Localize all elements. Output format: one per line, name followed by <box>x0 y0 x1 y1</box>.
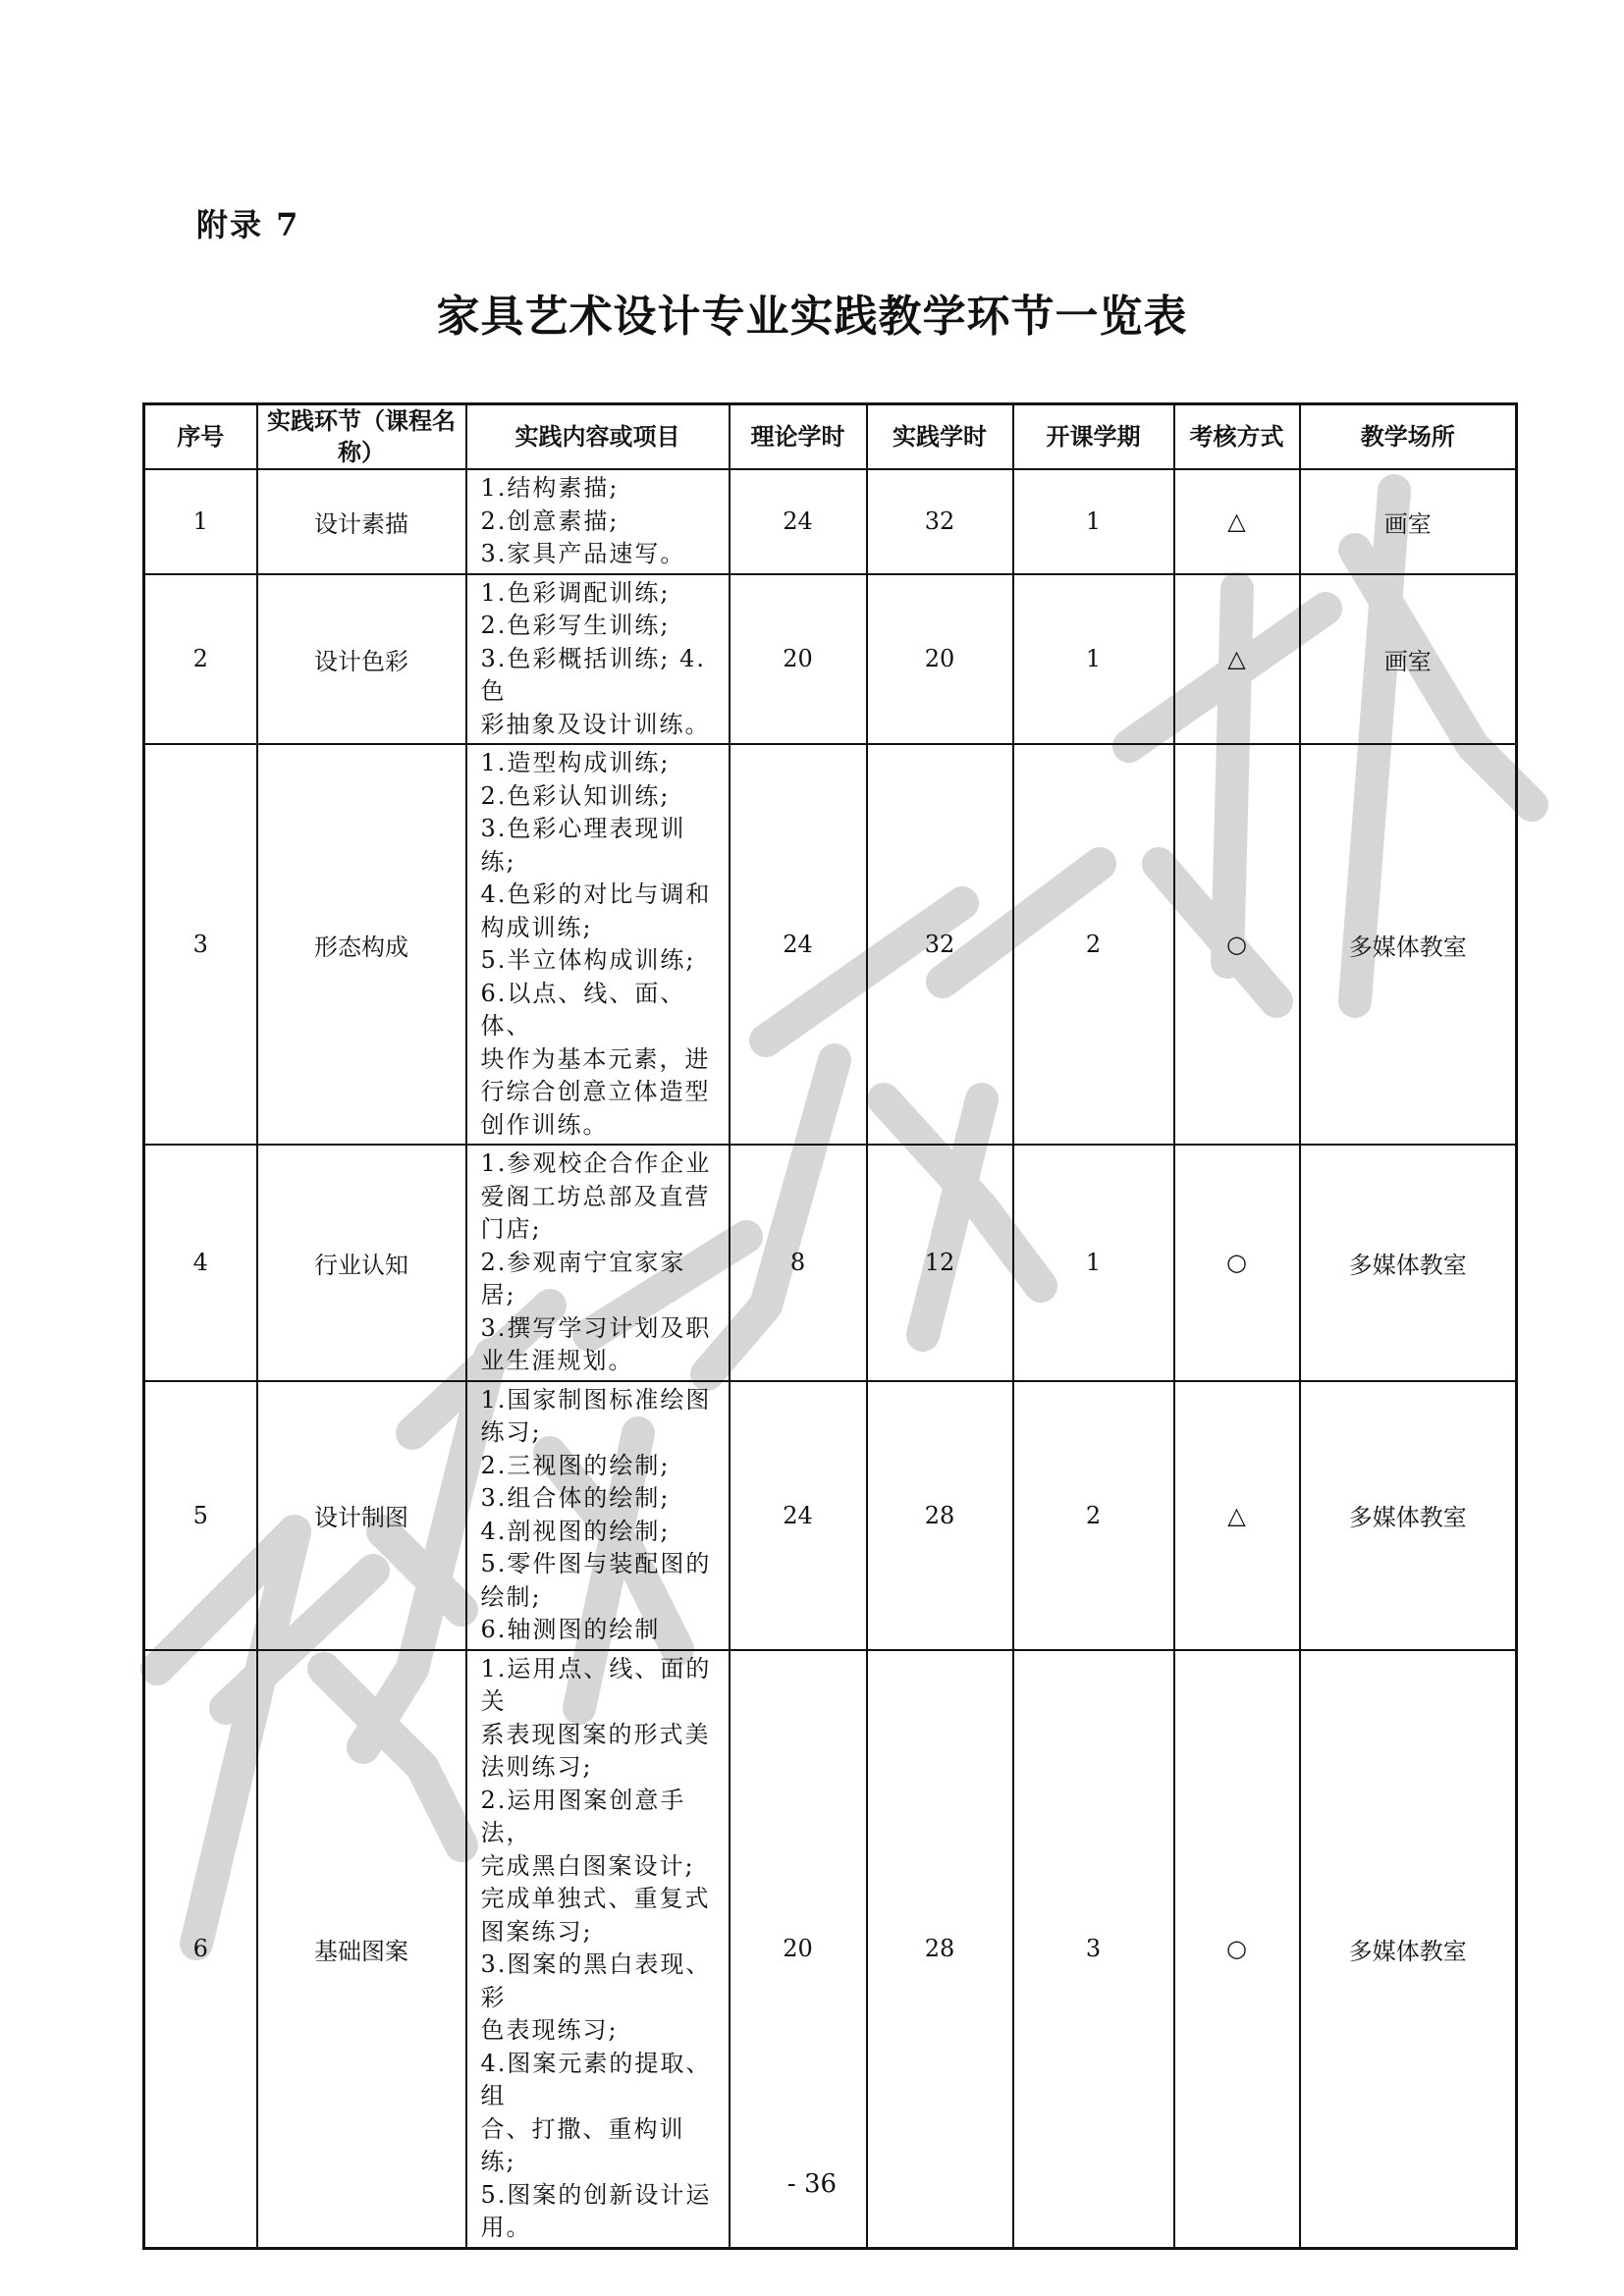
cell-no: 3 <box>144 744 257 1145</box>
cell-practice: 20 <box>867 574 1013 745</box>
cell-venue: 画室 <box>1300 574 1517 745</box>
cell-semester: 1 <box>1013 469 1174 574</box>
table-header-row <box>144 404 1517 470</box>
cell-theory: 8 <box>730 1145 867 1381</box>
cell-assessment: ○ <box>1174 1650 1300 2249</box>
table-row <box>144 1381 1517 1650</box>
cell-semester: 1 <box>1013 574 1174 745</box>
cell-theory: 24 <box>730 744 867 1145</box>
cell-assessment: △ <box>1174 1381 1300 1650</box>
table-row <box>144 744 1517 1145</box>
cell-practice: 28 <box>867 1650 1013 2249</box>
table-row <box>144 574 1517 745</box>
header-venue: 教学场所 <box>1300 404 1517 470</box>
cell-name: 设计制图 <box>257 1381 466 1650</box>
cell-venue: 画室 <box>1300 469 1517 574</box>
cell-content: 1.结构素描; 2.创意素描; 3.家具产品速写。 <box>466 469 730 574</box>
cell-content: 1.国家制图标准绘图 练习; 2.三视图的绘制; 3.组合体的绘制; 4.剖视图的绘制; 5.零件图与装配图的 绘制; 6.轴测图的绘制 <box>466 1381 730 1650</box>
cell-practice: 32 <box>867 469 1013 574</box>
cell-semester: 3 <box>1013 1650 1174 2249</box>
cell-semester: 2 <box>1013 1381 1174 1650</box>
cell-theory: 20 <box>730 1650 867 2249</box>
cell-name: 设计色彩 <box>257 574 466 745</box>
header-no: 序号 <box>144 404 257 470</box>
cell-assessment: △ <box>1174 574 1300 745</box>
cell-semester: 2 <box>1013 744 1174 1145</box>
header-practice: 实践学时 <box>867 404 1013 470</box>
practice-table <box>142 402 1518 2250</box>
cell-assessment: ○ <box>1174 1145 1300 1381</box>
cell-content: 1.造型构成训练; 2.色彩认知训练; 3.色彩心理表现训练; 4.色彩的对比与调和 构成训练; 5.半立体构成训练; 6.以点、线、面、体、 块作为基本元素，进 行综合创意立体造型 创作训练。 <box>466 744 730 1145</box>
cell-no: 5 <box>144 1381 257 1650</box>
cell-no: 6 <box>144 1650 257 2249</box>
cell-no: 4 <box>144 1145 257 1381</box>
cell-name: 行业认知 <box>257 1145 466 1381</box>
cell-venue: 多媒体教室 <box>1300 1650 1517 2249</box>
cell-semester: 1 <box>1013 1145 1174 1381</box>
header-name: 实践环节（课程名称） <box>257 404 466 470</box>
header-content: 实践内容或项目 <box>466 404 730 470</box>
cell-name: 设计素描 <box>257 469 466 574</box>
cell-content: 1.运用点、线、面的关 系表现图案的形式美 法则练习; 2.运用图案创意手法， 完成黑白图案设计; 完成单独式、重复式 图案练习; 3.图案的黑白表现、彩 色表现练习; 4.图案元素的提取、组 合、打撒、重构训练; 5.图案的创新设计运 用。 <box>466 1650 730 2249</box>
cell-no: 2 <box>144 574 257 745</box>
cell-theory: 24 <box>730 469 867 574</box>
cell-theory: 20 <box>730 574 867 745</box>
header-assessment: 考核方式 <box>1174 404 1300 470</box>
page-number: - 36 <box>786 2169 838 2199</box>
cell-no: 1 <box>144 469 257 574</box>
header-semester: 开课学期 <box>1013 404 1174 470</box>
cell-name: 基础图案 <box>257 1650 466 2249</box>
cell-content: 1.色彩调配训练; 2.色彩写生训练; 3.色彩概括训练; 4.色 彩抽象及设计训练。 <box>466 574 730 745</box>
table-row <box>144 469 1517 574</box>
cell-venue: 多媒体教室 <box>1300 1381 1517 1650</box>
table-row <box>144 1650 1517 2249</box>
cell-practice: 28 <box>867 1381 1013 1650</box>
cell-assessment: ○ <box>1174 744 1300 1145</box>
cell-theory: 24 <box>730 1381 867 1650</box>
header-theory: 理论学时 <box>730 404 867 470</box>
appendix-label: 附录 7 <box>196 206 300 243</box>
cell-venue: 多媒体教室 <box>1300 744 1517 1145</box>
table-row <box>144 1145 1517 1381</box>
cell-content: 1.参观校企合作企业 爱阁工坊总部及直营 门店; 2.参观南宁宜家家居; 3.撰写学习计划及职 业生涯规划。 <box>466 1145 730 1381</box>
cell-practice: 32 <box>867 744 1013 1145</box>
cell-name: 形态构成 <box>257 744 466 1145</box>
cell-practice: 12 <box>867 1145 1013 1381</box>
cell-venue: 多媒体教室 <box>1300 1145 1517 1381</box>
page-title: 家具艺术设计专业实践教学环节一览表 <box>436 292 1188 342</box>
cell-assessment: △ <box>1174 469 1300 574</box>
